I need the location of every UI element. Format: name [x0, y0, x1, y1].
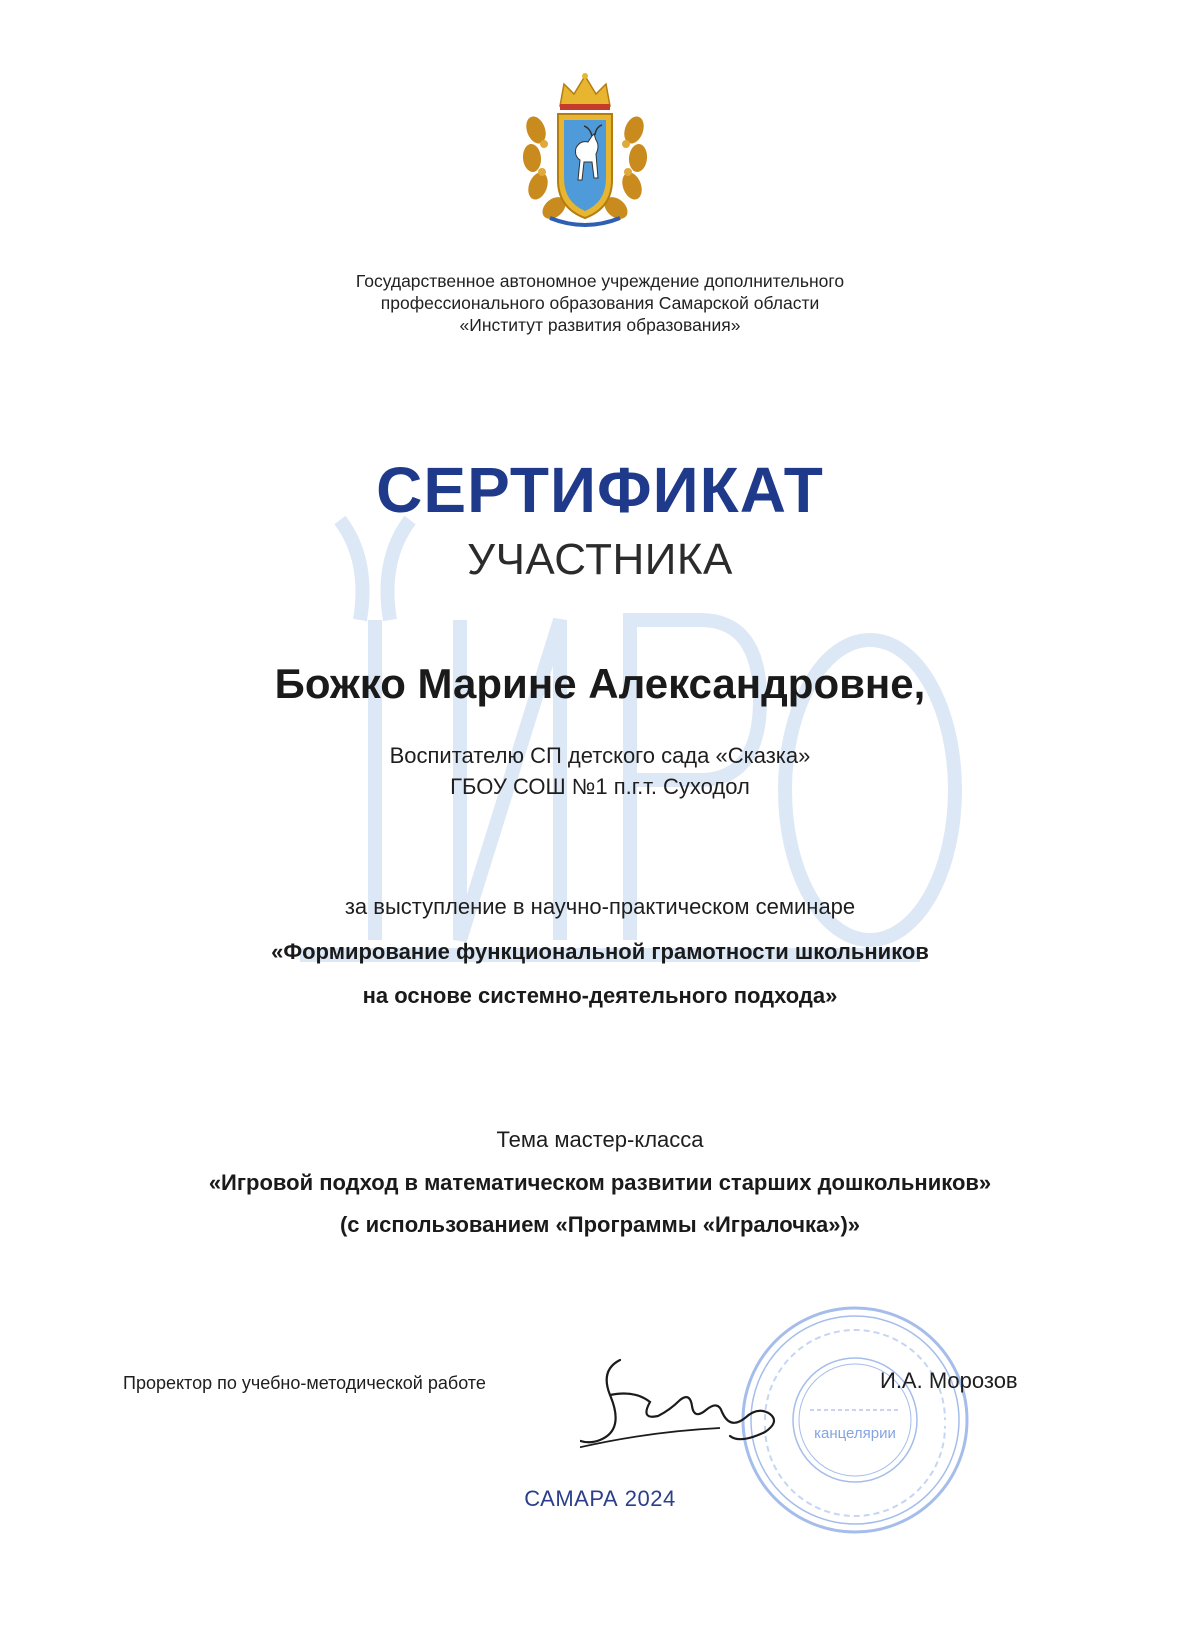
- seminar-title-line-1: «Формирование функциональной грамотности школьников: [271, 939, 929, 964]
- organization-name: [0, 270, 1200, 336]
- seminar-title-line-2: на основе системно-деятельного подхода»: [362, 983, 838, 1008]
- certificate-subtitle: УЧАСТНИКА: [467, 535, 733, 584]
- city-year: САМАРА 2024: [524, 1486, 676, 1511]
- recipient-position-line-1: Воспитателю СП детского сада «Сказка»: [389, 743, 811, 768]
- seminar-intro: за выступление в научно-практическом семинаре: [344, 894, 856, 919]
- signer-name: И.А. Морозов: [880, 1368, 1018, 1393]
- recipient-position: [0, 740, 1200, 802]
- master-class-title-line-2: (с использованием «Программы «Игралочка»)»: [339, 1212, 861, 1237]
- stamp-center-text: канцелярии: [814, 1425, 896, 1442]
- seminar-title: [0, 930, 1200, 1018]
- master-class-title: [0, 1162, 1200, 1246]
- signer-role: Проректор по учебно-методической работе: [123, 1373, 486, 1393]
- handwritten-signature: [580, 1340, 840, 1460]
- organization-line-1: Государственное автономное учреждение дополнительного: [355, 271, 845, 291]
- coat-of-arms-icon: [520, 70, 650, 230]
- organization-line-2: профессионального образования Самарской области: [380, 293, 820, 313]
- organization-line-3: «Институт развития образования»: [459, 315, 741, 335]
- certificate-title: СЕРТИФИКАТ: [376, 454, 824, 526]
- recipient-position-line-2: ГБОУ СОШ №1 п.г.т. Суходол: [450, 774, 750, 799]
- master-class-title-line-1: «Игровой подход в математическом развитии старших дошкольников»: [208, 1170, 992, 1195]
- recipient-name: Божко Марине Александровне,: [274, 660, 926, 707]
- master-class-label: Тема мастер-класса: [496, 1127, 704, 1152]
